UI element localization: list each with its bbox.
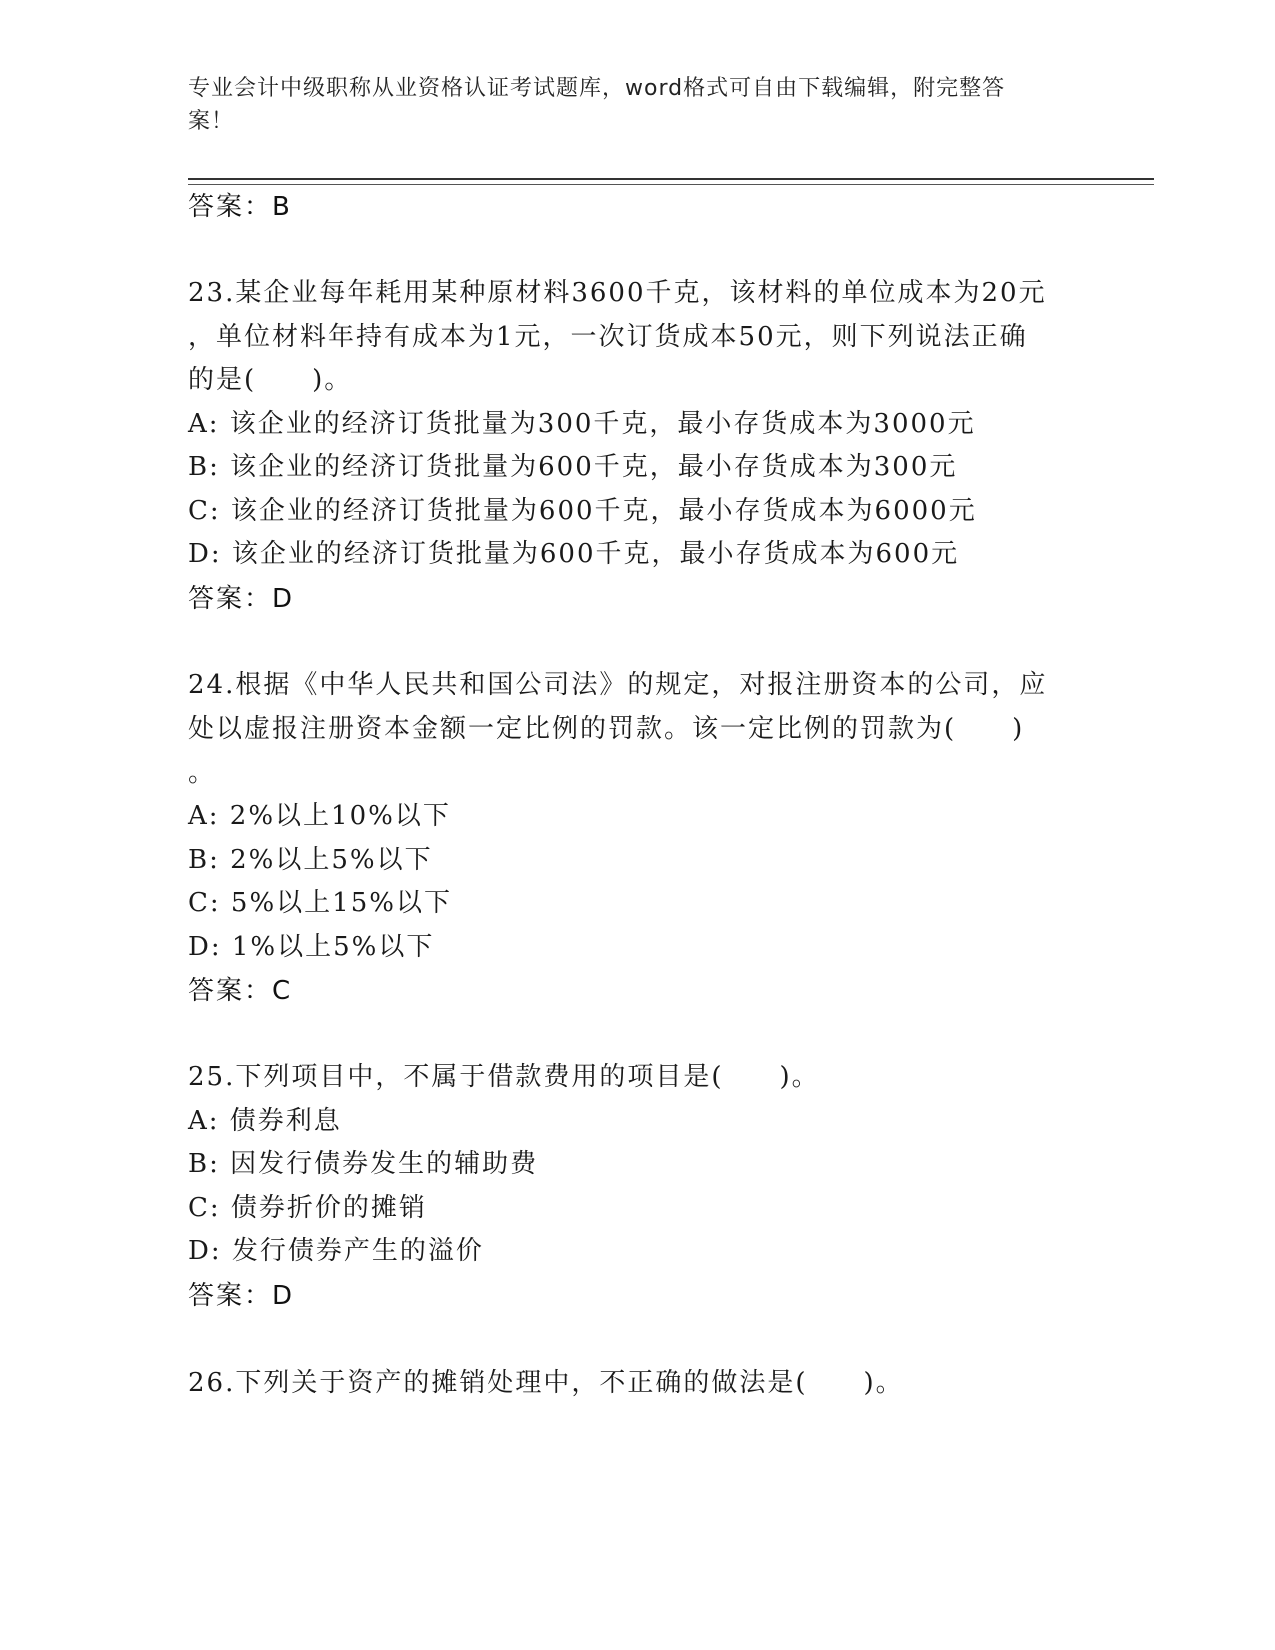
header-divider-thick [188, 178, 1154, 180]
page-header [188, 72, 1068, 138]
option-c: C: 债券折价的摊销 [188, 1193, 427, 1223]
option-c: C: 5%以上15%以下 [188, 888, 452, 918]
option-c: C: 该企业的经济订货批量为600千克，最小存货成本为6000元 [188, 496, 977, 526]
question-stem-line: 25.下列项目中，不属于借款费用的项目是( )。 [188, 1062, 820, 1092]
option-b: B: 因发行债券发生的辅助费 [188, 1149, 539, 1179]
option-a: A: 该企业的经济订货批量为300千克，最小存货成本为3000元 [188, 409, 976, 439]
option-a: A: 2%以上10%以下 [188, 801, 451, 831]
question-stem-line: 23.某企业每年耗用某种原材料3600千克，该材料的单位成本为20元 [188, 278, 1047, 308]
header-line-1: 专业会计中级职称从业资格认证考试题库，word格式可自由下载编辑，附完整答 [188, 76, 1006, 101]
answer-q23: 答案：D [188, 584, 295, 614]
question-stem-line: 。 [188, 758, 217, 788]
answer-q22: 答案：B [188, 192, 292, 222]
option-a: A: 债券利息 [188, 1106, 342, 1136]
option-d: D: 发行债券产生的溢价 [188, 1236, 484, 1266]
question-stem-line: 26.下列关于资产的摊销处理中，不正确的做法是( )。 [188, 1368, 904, 1398]
header-divider-thin [188, 184, 1154, 185]
header-line-2: 案！ [188, 109, 235, 134]
option-d: D: 该企业的经济订货批量为600千克，最小存货成本为600元 [188, 539, 960, 569]
question-stem-line: ，单位材料年持有成本为1元，一次订货成本50元，则下列说法正确 [188, 322, 1028, 352]
option-b: B: 2%以上5%以下 [188, 845, 433, 875]
question-stem-line: 的是( )。 [188, 365, 353, 395]
question-stem-line: 24.根据《中华人民共和国公司法》的规定，对报注册资本的公司，应 [188, 670, 1048, 700]
answer-q25: 答案：D [188, 1281, 295, 1311]
option-d: D: 1%以上5%以下 [188, 932, 435, 962]
option-b: B: 该企业的经济订货批量为600千克，最小存货成本为300元 [188, 452, 958, 482]
question-stem-line: 处以虚报注册资本金额一定比例的罚款。该一定比例的罚款为( ) [188, 714, 1025, 744]
answer-q24: 答案：C [188, 976, 293, 1006]
